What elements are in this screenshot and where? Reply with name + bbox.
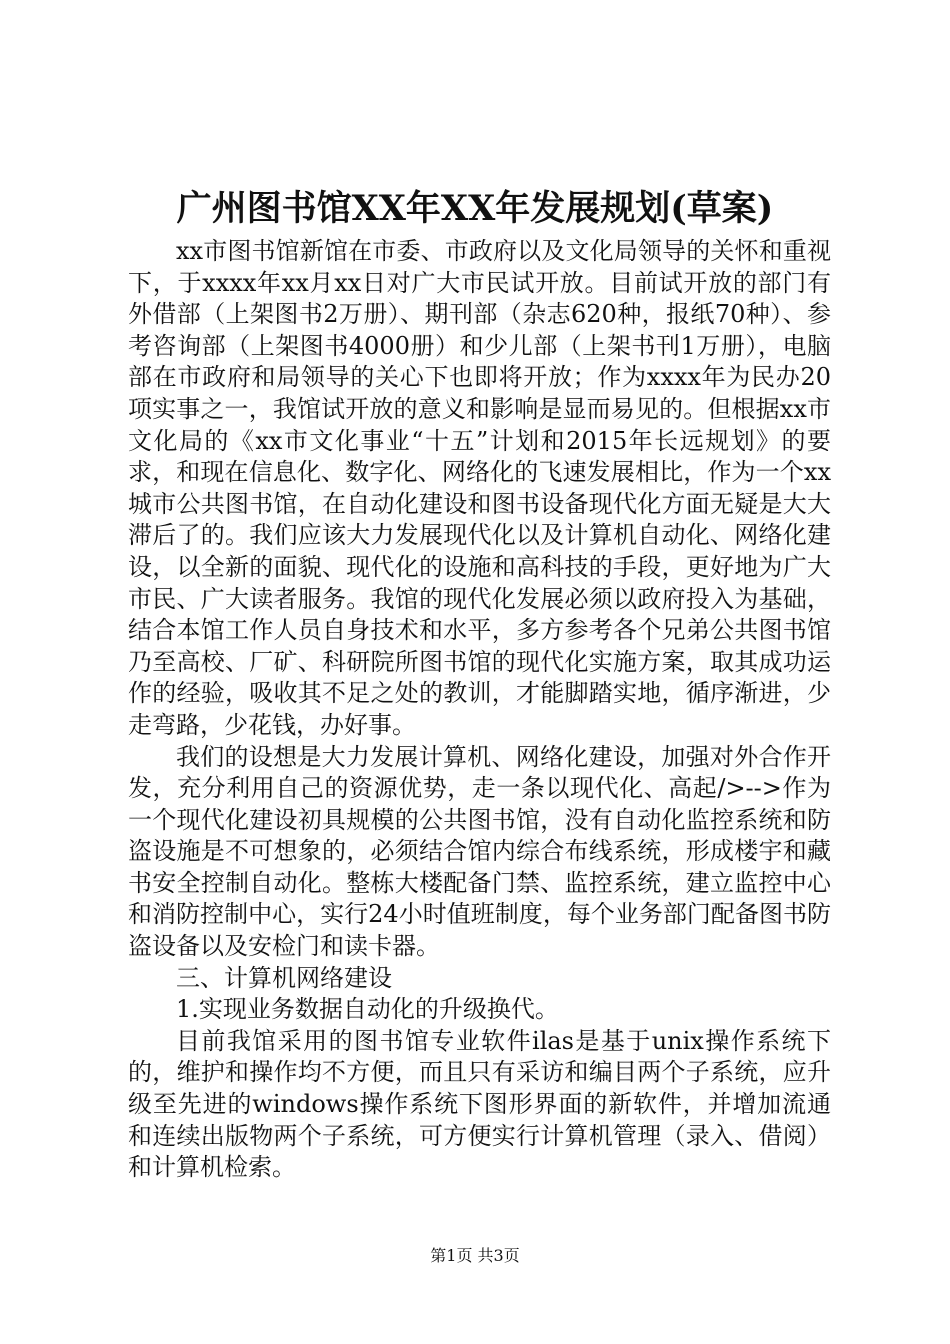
page-number-footer: 第1页 共3页 xyxy=(430,1246,520,1265)
paragraph-software: 目前我馆采用的图书馆专业软件ilas是基于unix操作系统下的，维护和操作均不方便，而且只有采访和编目两个子系统，应升级至先进的windows操作系统下图形界面的新软件，并增加流通和连续出版物两个子系统，可方便实行计算机管理（录入、借阅）和计算机检索。 xyxy=(128,1026,831,1182)
paragraph-security: 我们的设想是大力发展计算机、网络化建设，加强对外合作开发，充分利用自己的资源优势，走一条以现代化、高起/>-->作为一个现代化建设初具规模的公共图书馆，没有自动化监控系统和防盗设施是不可想象的，必须结合馆内综合布线系统，形成楼宇和藏书安全控制自动化。整栋大楼配备门禁、监控系统，建立监控中心和消防控制中心，实行24小时值班制度，每个业务部门配备图书防盗设备以及安检门和读卡器。 xyxy=(128,742,831,961)
document-title: 广州图书馆XX年XX年发展规划(草案) xyxy=(176,188,774,229)
section-heading: 三、计算机网络建设 xyxy=(176,963,392,992)
subsection-heading: 1.实现业务数据自动化的升级换代。 xyxy=(176,995,559,1024)
paragraph-intro: xx市图书馆新馆在市委、市政府以及文化局领导的关怀和重视下，于xxxx年xx月xx日对广大市民试开放。目前试开放的部门有外借部（上架图书2万册）、期刊部（杂志620种，报纸70种）、参考咨询部（上架图书4000册）和少儿部（上架书刊1万册），电脑部在市政府和局领导的关心下也即将开放；作为xxxx年为民办20项实事之一，我馆试开放的意义和影响是显而易见的。但根据xx市文化局的《xx市文化事业“十五”计划和2015年长远规划》的要求，和现在信息化、数字化、网络化的飞速发展相比，作为一个xx城市公共图书馆，在自动化建设和图书设备现代化方面无疑是大大滞后了的。我们应该大力发展现代化以及计算机自动化、网络化建设，以全新的面貌、现代化的设施和高科技的手段，更好地为广大市民、广大读者服务。我馆的现代化发展必须以政府投入为基础，结合本馆工作人员自身技术和水平，多方参考各个兄弟公共图书馆乃至高校、厂矿、科研院所图书馆的现代化实施方案，取其成功运作的经验，吸收其不足之处的教训，才能脚踏实地，循序渐进，少走弯路，少花钱，办好事。 xyxy=(128,237,831,739)
document-body xyxy=(128,236,831,1184)
